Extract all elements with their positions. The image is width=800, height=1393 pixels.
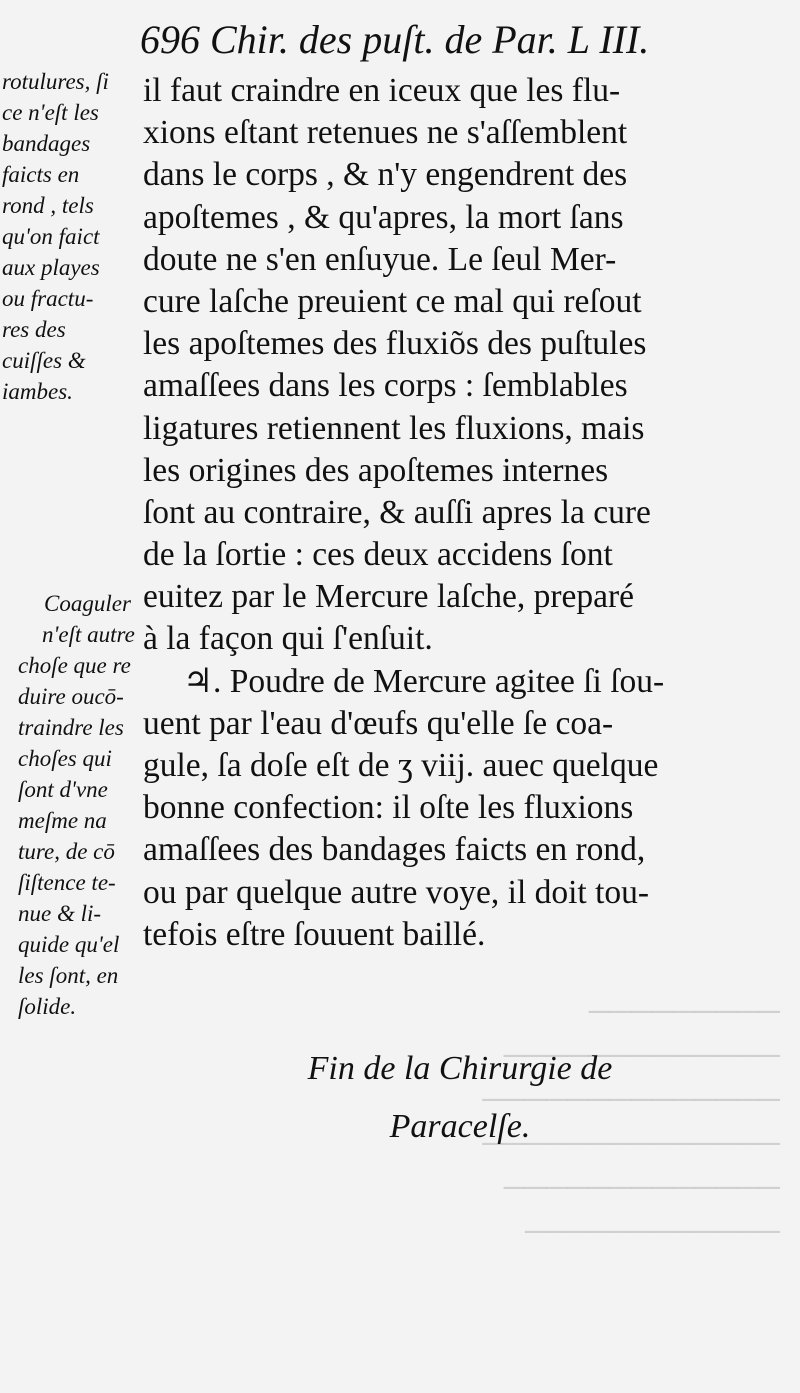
- text-line: ligatures retiennent les fluxions, mais: [143, 409, 645, 447]
- text-line: de la ſortie : ces deux accidens ſont: [143, 536, 613, 574]
- margin-note-line: choſes qui: [18, 746, 112, 771]
- text-line: ou par quelque autre voye, il doit tou-: [143, 873, 650, 911]
- colophon-line: Paracelſe.: [389, 1108, 531, 1145]
- margin-note-ligatures: [2, 66, 152, 407]
- text-line: tefois eſtre ſouuent baillé.: [143, 915, 486, 953]
- text-line: euitez par le Mercure laſche, preparé: [143, 578, 635, 616]
- margin-note-line: res des: [2, 317, 66, 342]
- text-line: ♃. Poudre de Mercure agitee ſi ſou-: [183, 662, 665, 700]
- margin-note-line: choſe que re: [18, 653, 131, 678]
- colophon: [250, 1040, 670, 1156]
- margin-note-line: meſme na: [18, 808, 107, 833]
- margin-note-line: cuiſſes &: [2, 348, 86, 373]
- margin-note-line: bandages: [2, 131, 91, 156]
- margin-note-line: ſiſtence te-: [18, 870, 116, 895]
- text-line: bonne confection: il oſte les fluxions: [143, 789, 634, 827]
- margin-note-line: ou fractu-: [2, 286, 94, 311]
- margin-note-line: rotulures, ſi: [2, 69, 109, 94]
- text-line: les origines des apoſtemes internes: [143, 451, 609, 489]
- text-line: xions eſtant retenues ne s'aſſemblent: [143, 114, 628, 152]
- margin-note-line: duire oucō-: [18, 684, 124, 709]
- margin-note-line: ce n'eſt les: [2, 100, 99, 125]
- margin-note-line: traindre les: [18, 715, 124, 740]
- margin-note-line: ture, de cō: [18, 839, 115, 864]
- margin-note-line: Coaguler: [44, 591, 131, 616]
- text-line: amaſſees dans les corps : ſemblables: [143, 367, 628, 405]
- margin-note-line: ſont d'vne: [18, 777, 108, 802]
- text-line: gule, ſa doſe eſt de ʒ viij. auec quelque: [143, 747, 659, 784]
- text-line: apoſtemes , & qu'apres, la mort ſans: [143, 198, 624, 236]
- running-header: 696 Chir. des puſt. de Par. L III.: [140, 17, 650, 62]
- margin-note-coaguler: [2, 588, 152, 1022]
- text-line: dans le corps , & n'y engendrent des: [143, 156, 628, 194]
- show-through-text: ───────── ───────────── ────────────── ────────────── ───────────── ────────────: [482, 995, 780, 1248]
- text-line: ſont au contraire, & auſſi apres la cure: [143, 493, 651, 531]
- colophon-line: Fin de la Chirurgie de: [307, 1050, 613, 1087]
- text-line: il faut craindre en iceux que les flu-: [143, 72, 621, 109]
- margin-note-line: rond , tels: [2, 193, 94, 218]
- text-line: cure laſche preuient ce mal qui reſout: [143, 282, 642, 320]
- text-line: doute ne s'en enſuyue. Le ſeul Mer-: [143, 240, 617, 278]
- text-line: uent par l'eau d'œufs qu'elle ſe coa-: [143, 704, 614, 742]
- margin-note-line: quide qu'el: [18, 932, 120, 957]
- text-line: amaſſees des bandages faicts en rond,: [143, 831, 646, 869]
- margin-note-line: n'eſt autre: [42, 622, 135, 647]
- margin-note-line: faicts en: [2, 162, 80, 187]
- text-line: à la façon qui ſ'enſuit.: [143, 620, 433, 658]
- margin-note-line: nue & li-: [18, 901, 102, 926]
- margin-note-line: ſolide.: [18, 994, 77, 1019]
- main-text-column: [143, 70, 723, 956]
- margin-note-line: qu'on faict: [2, 224, 100, 249]
- margin-note-line: iambes.: [2, 379, 73, 404]
- margin-note-line: les ſont, en: [18, 963, 119, 988]
- margin-note-line: aux playes: [2, 255, 100, 280]
- text-line: les apoſtemes des fluxiõs des puſtules: [143, 325, 647, 363]
